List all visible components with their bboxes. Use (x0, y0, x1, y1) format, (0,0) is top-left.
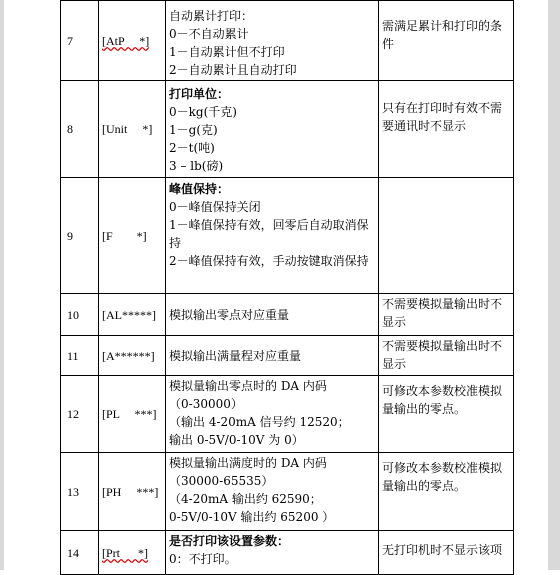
table-row (61, 531, 514, 575)
param-code (99, 178, 166, 294)
param-description (166, 178, 379, 294)
note-text: 需满足累计和打印的条件 (382, 19, 503, 51)
desc-line: （输出 4-20mA 信号约 12520； (169, 415, 350, 429)
param-code-text: [PL ***] (102, 407, 157, 421)
desc-line: 1－自动累计但不打印 (169, 45, 285, 59)
param-code-text: [A******] (102, 348, 155, 363)
param-code (99, 336, 166, 376)
param-description (166, 81, 379, 178)
row-number: 11 (61, 336, 99, 376)
param-description (166, 336, 379, 376)
table-row (61, 336, 514, 376)
window-frame-right (548, 0, 560, 570)
param-code (99, 376, 166, 453)
desc-line: 模拟量输出满度时的 DA 内码 (169, 456, 327, 470)
row-number: 12 (61, 376, 99, 453)
param-code (99, 531, 166, 575)
param-description (166, 531, 379, 575)
param-note (379, 336, 514, 376)
desc-line: 2－峰值保持有效，手动按键取消保持 (169, 254, 369, 268)
param-code (99, 1, 166, 81)
note-text: 不需要模拟量输出时不显示 (382, 297, 503, 329)
param-description (166, 453, 379, 531)
table-row (61, 294, 514, 336)
parameter-table (60, 0, 514, 575)
param-description (166, 294, 379, 336)
row-number: 14 (61, 531, 99, 575)
note-text: 只有在打印时有效不需要通讯时不显示 (382, 101, 503, 133)
desc-line: 自动累计打印： (169, 9, 254, 23)
table-row (61, 453, 514, 531)
desc-line: 0：不打印。 (169, 552, 237, 566)
param-note (379, 1, 514, 81)
desc-title: 打印单位： (169, 87, 230, 101)
param-description (166, 1, 379, 81)
desc-line: 输出 0-5V/0-10V 为 0） (169, 433, 304, 447)
desc-line: 模拟输出零点对应重量 (169, 307, 290, 322)
row-number: 13 (61, 453, 99, 531)
param-code-text: [AL*****] (102, 307, 156, 322)
note-text: 不需要模拟量输出时不显示 (382, 339, 503, 371)
row-number: 7 (61, 1, 99, 81)
desc-title: 是否打印该设置参数： (169, 534, 290, 548)
table-row (61, 81, 514, 178)
desc-line: （0-30000） (169, 397, 243, 411)
param-description (166, 376, 379, 453)
window-frame-left (0, 0, 4, 570)
desc-line: 1－峰值保持有效，回零后自动取消保持 (169, 218, 369, 250)
param-code (99, 294, 166, 336)
desc-line: 2－自动累计且自动打印 (169, 63, 297, 77)
row-number: 10 (61, 294, 99, 336)
param-note (379, 294, 514, 336)
param-code-text: [F *] (102, 228, 147, 243)
note-text: 无打印机时不显示该项 (382, 543, 503, 557)
desc-line: （30000-65535） (169, 474, 274, 488)
row-number: 8 (61, 81, 99, 178)
desc-line: （4-20mA 输出约 62590； (169, 492, 322, 506)
note-text: 可修改本参数校准模拟量输出的零点。 (382, 461, 503, 493)
param-note (379, 376, 514, 453)
param-code-text: [Prt *] (102, 545, 148, 560)
desc-line: 0－kg(千克) (169, 105, 237, 119)
desc-line: 0－不自动累计 (169, 27, 249, 41)
param-code-text: [Unit *] (102, 122, 153, 136)
desc-line: 3 – lb(磅) (169, 159, 224, 173)
param-note (379, 453, 514, 531)
table-row (61, 178, 514, 294)
desc-line: 模拟量输出零点时的 DA 内码 (169, 379, 327, 393)
row-number: 9 (61, 178, 99, 294)
param-code-text: [PH ***] (102, 484, 159, 499)
desc-title: 峰值保持： (169, 182, 230, 196)
desc-line: 2－t(吨) (169, 141, 215, 155)
param-code (99, 81, 166, 178)
param-code (99, 453, 166, 531)
param-note (379, 81, 514, 178)
desc-line: 0-5V/0-10V 输出约 65200 ） (169, 510, 335, 524)
note-text: 可修改本参数校准模拟量输出的零点。 (382, 384, 503, 416)
table-row (61, 1, 514, 81)
param-note (379, 178, 514, 294)
param-note (379, 531, 514, 575)
desc-line: 1－g(克) (169, 123, 218, 137)
desc-line: 0－峰值保持关闭 (169, 200, 261, 214)
table-row (61, 376, 514, 453)
desc-line: 模拟输出满量程对应重量 (169, 348, 302, 363)
param-code-text: [AtP *] (102, 33, 150, 48)
